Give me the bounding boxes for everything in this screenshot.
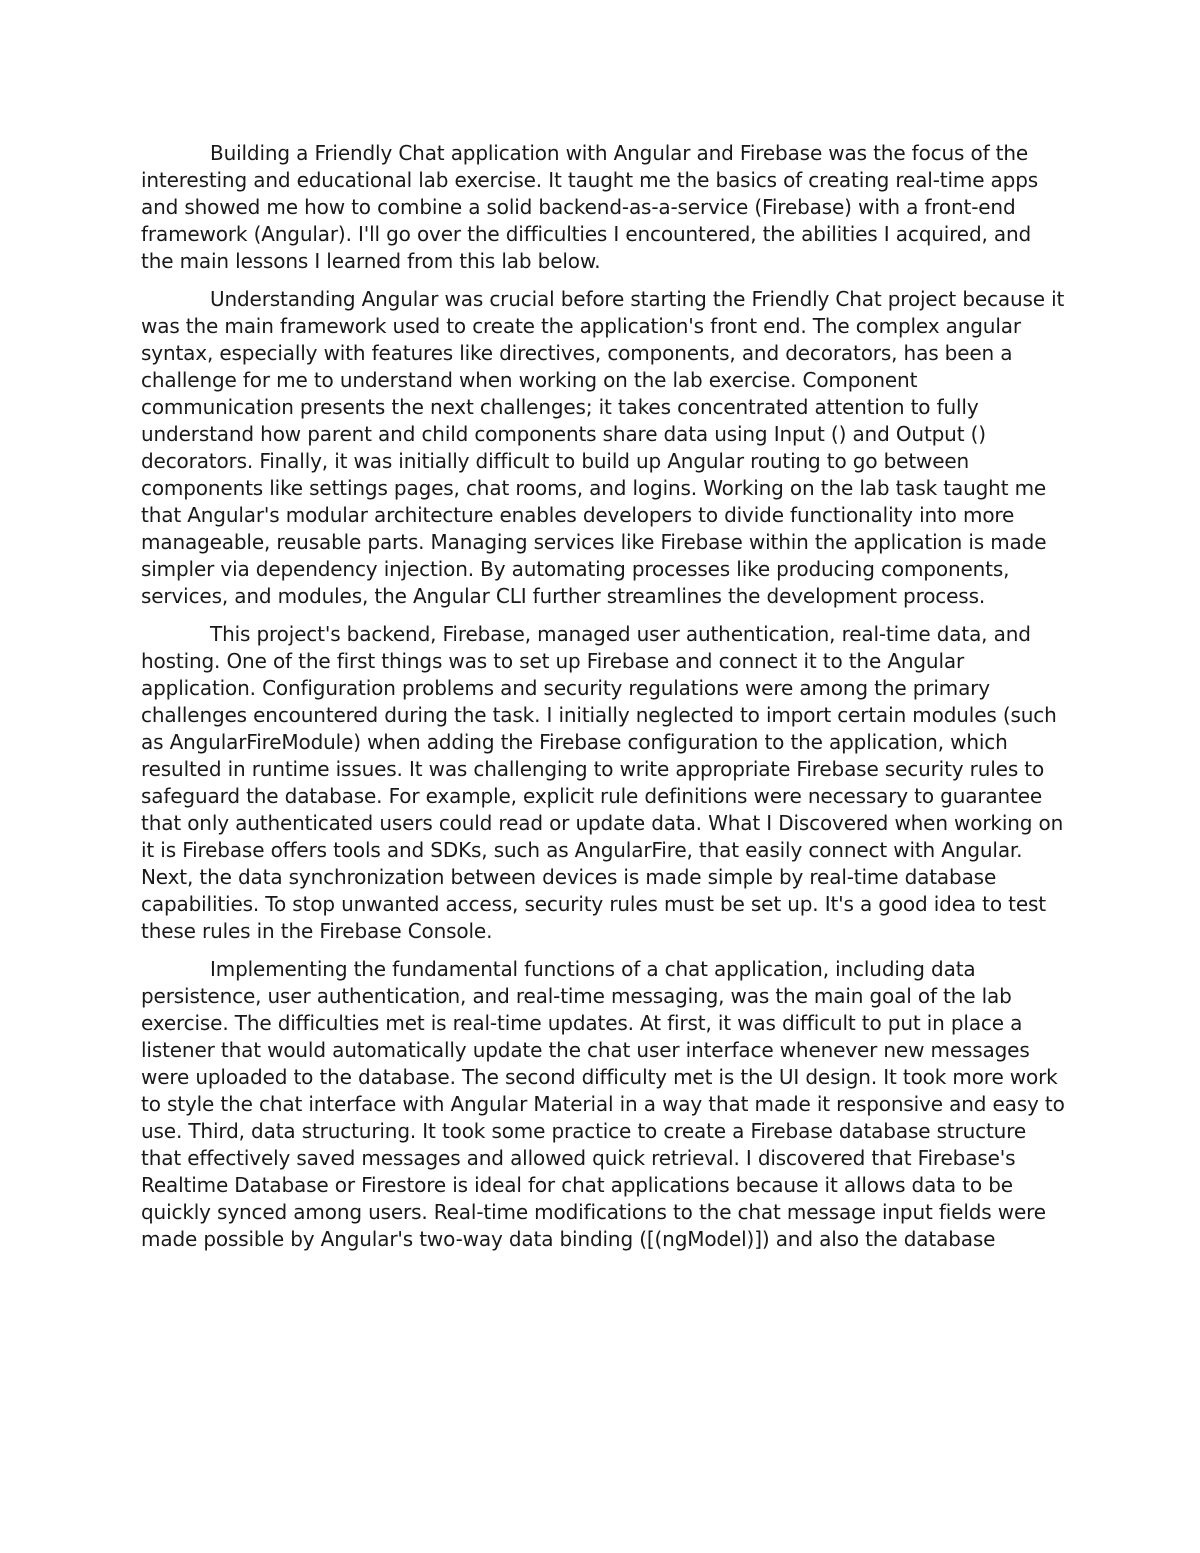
paragraph-angular: Understanding Angular was crucial before starting the Friendly Chat project because it was the main framework used to create the application's front end. The complex angular syntax, especially with features like directives, components, and decorators, has been a challenge for me to understand when working on the lab exercise. Component communication presents the next challenges; it takes concentrated attention to fully understand how parent and child components share data using Input () and Output () decorators. Finally, it was initially difficult to build up Angular routing to go between components like settings pages, chat rooms, and logins. Working on the lab task taught me that Angular's modular architecture enables developers to divide functionality into more manageable, reusable parts. Managing services like Firebase within the application is made simpler via dependency injection. By automating processes like producing components, services, and modules, the Angular CLI further streamlines the development process. [141,287,1065,608]
paragraph-firebase: This project's backend, Firebase, managed user authentication, real-time data, and hosting. One of the first things was to set up Firebase and connect it to the Angular application. Configuration problems and security regulations were among the primary challenges encountered during the task. I initially neglected to import certain modules (such as AngularFireModule) when adding the Firebase configuration to the application, which resulted in runtime issues. It was challenging to write appropriate Firebase security rules to safeguard the database. For example, explicit rule definitions were necessary to guarantee that only authenticated users could read or update data. What I Discovered when working on it is Firebase offers tools and SDKs, such as AngularFire, that easily connect with Angular. Next, the data synchronization between devices is made simple by real-time database capabilities. To stop unwanted access, security rules must be set up. It's a good idea to test these rules in the Firebase Console. [141,622,1064,943]
paragraph-chat-functions: Implementing the fundamental functions of a chat application, including data persistence, user authentication, and real-time messaging, was the main goal of the lab exercise. The difficulties met is real-time updates. At first, it was difficult to put in place a listener that would automatically update the chat user interface whenever new messages were uploaded to the database. The second difficulty met is the UI design. It took more work to style the chat interface with Angular Material in a way that made it responsive and easy to use. Third, data structuring. It took some practice to create a Firebase database structure that effectively saved messages and allowed quick retrieval. I discovered that Firebase's Realtime Database or Firestore is ideal for chat applications because it allows data to be quickly synced among users. Real-time modifications to the chat message input fields were made possible by Angular's two-way data binding ([(ngModel)]) and also the database [141,957,1065,1251]
paragraph-intro: Building a Friendly Chat application with Angular and Firebase was the focus of the interesting and educational lab exercise. It taught me the basics of creating real-time apps and showed me how to combine a solid backend-as-a-service (Firebase) with a front-end framework (Angular). I'll go over the difficulties I encountered, the abilities I acquired, and the main lessons I learned from this lab below. [141,141,1039,273]
document-body [141,140,1065,1264]
